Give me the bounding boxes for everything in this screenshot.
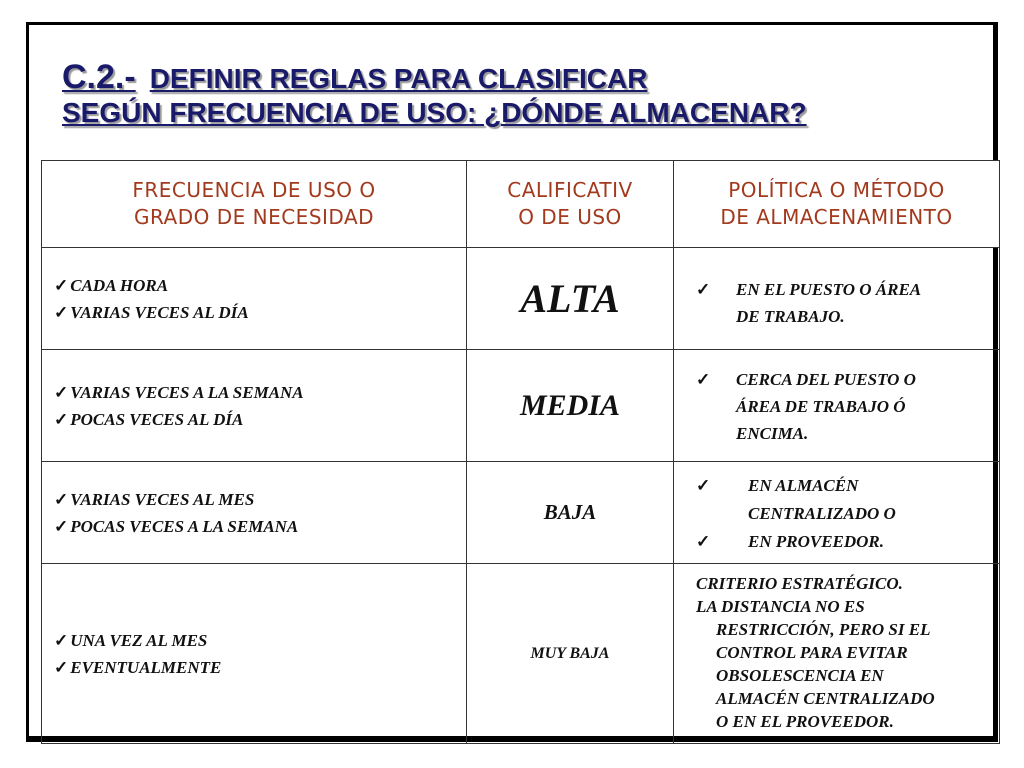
table-header-row <box>42 161 1000 248</box>
header-frequency: FRECUENCIA DE USO O GRADO DE NECESIDAD <box>42 161 467 248</box>
policy-cell: CRITERIO ESTRATÉGICO. LA DISTANCIA NO ES RESTRICCIÓN, PERO SI EL CONTROL PARA EVITAR OBSOLESCENCIA EN ALMACÉN CENTRALIZADO O EN EL PROVEEDOR. <box>674 564 1000 744</box>
check-icon: ✓ <box>54 489 69 509</box>
check-icon: ✓ <box>54 516 69 536</box>
header-policy: POLÍTICA O MÉTODO DE ALMACENAMIENTO <box>674 161 1000 248</box>
table-row <box>42 350 1000 462</box>
check-icon: ✓ <box>696 280 711 299</box>
title-line-2: SEGÚN FRECUENCIA DE USO: ¿DÓNDE ALMACENAR? <box>62 97 807 129</box>
frequency-cell: ✓ UNA VEZ AL MES ✓ EVENTUALMENTE <box>42 564 467 744</box>
header-rating: CALIFICATIV O DE USO <box>467 161 674 248</box>
policy-cell: ✓ EN ALMACÉN CENTRALIZADO O ✓ EN PROVEEDOR. <box>674 462 1000 564</box>
policy-cell: ✓ CERCA DEL PUESTO O ÁREA DE TRABAJO Ó ENCIMA. <box>674 350 1000 462</box>
slide-title <box>62 58 807 129</box>
title-code: C.2.- <box>62 58 136 96</box>
table-row <box>42 564 1000 744</box>
check-icon: ✓ <box>54 275 69 295</box>
frequency-cell: ✓ VARIAS VECES A LA SEMANA ✓ POCAS VECES AL DÍA <box>42 350 467 462</box>
title-line-1: DEFINIR REGLAS PARA CLASIFICAR <box>149 63 648 94</box>
check-icon: ✓ <box>54 657 69 677</box>
frequency-cell: ✓ VARIAS VECES AL MES ✓ POCAS VECES A LA SEMANA <box>42 462 467 564</box>
table-row <box>42 462 1000 564</box>
rating-cell: MUY BAJA <box>467 564 674 744</box>
check-icon: ✓ <box>696 476 711 495</box>
frequency-cell: ✓ CADA HORA ✓ VARIAS VECES AL DÍA <box>42 248 467 350</box>
check-icon: ✓ <box>54 409 69 429</box>
check-icon: ✓ <box>696 532 711 551</box>
classification-table <box>41 160 1000 744</box>
check-icon: ✓ <box>54 302 69 322</box>
rating-cell: ALTA <box>467 248 674 350</box>
check-icon: ✓ <box>54 630 69 650</box>
check-icon: ✓ <box>696 370 711 389</box>
rating-cell: BAJA <box>467 462 674 564</box>
table-row <box>42 248 1000 350</box>
policy-cell: ✓ EN EL PUESTO O ÁREA DE TRABAJO. <box>674 248 1000 350</box>
check-icon: ✓ <box>54 382 69 402</box>
rating-cell: MEDIA <box>467 350 674 462</box>
